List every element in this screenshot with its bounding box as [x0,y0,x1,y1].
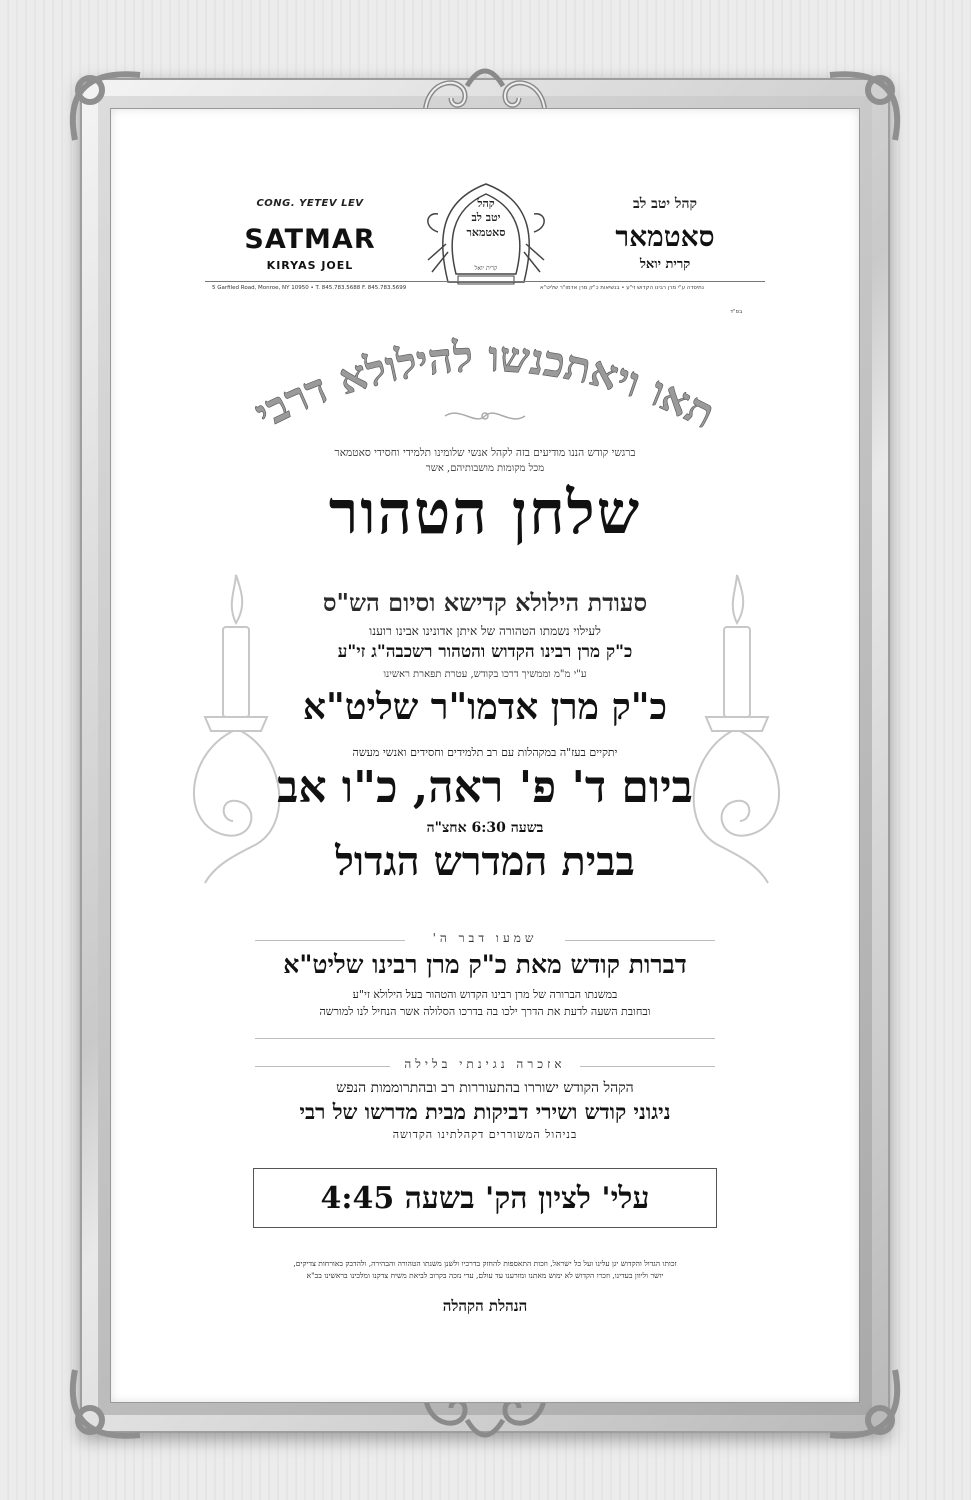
footer-fine-2: יושר וליוון בעדינו, וזכרו הקדוש לא ימוש מאתנו ומזרענו עד עולם, עדי נזכה בקרוב לביאת משיח צדקנו ומלכינו בראשינו בב"א [306,1271,664,1280]
header-he-place: קרית יואל [639,257,691,272]
emblem-text-2: יטב לב [471,211,501,224]
event-place: בבית המדרש הגדול [335,838,635,885]
flourish-divider [440,404,530,428]
emblem-text-1: קהל [477,197,495,210]
address-sep: • [310,285,316,291]
speech-rule-left [255,940,405,941]
gravesite-visit-box [253,1168,717,1228]
intro-line-2: מכל מקומות מושבותיהם, אשר [425,463,545,474]
songs-title: ניגוני קודש ושירי דביקות מבית מדרשו של רבי [299,1099,671,1124]
speech-rule-right [565,940,715,941]
event-date: ביום ד' פ' ראה, כ"ו אב [277,762,693,813]
bsd-mark: בס"ד [730,309,743,315]
header-he-subline: נתיסדה ע"י מרן רבינו הקדוש זי"ע • בנשיאות כ"ק מרן אדמו"ר שליט"א [540,285,704,291]
successor-line: ע"י מ"מ וממשיך דרכו בקודש, עטרת תפארת ראשינו [383,669,587,680]
phone-text: T. 845.783.5688 [315,285,361,291]
footer-signature: הנהלת הקהלה [442,1297,528,1315]
header-en-name: SATMAR [244,224,376,255]
header-en-top: CONG. YETEV LEV [256,198,364,209]
footer-fine-1: זכותו הגדול והקדוש יגן עלינו ועל כל ישראל, וזכות התאספות להחזק בדרכיו ולשנן משנתו הטהורה והבהירה, ולהדבק באורחות צדיקים, [293,1259,677,1268]
emblem-text-3: סאטמאר [466,226,506,239]
speech-title: דברות קודש מאת כ"ק מרן רבינו שליט"א [283,950,687,979]
arched-title-text: תאו ויאתכנשו להילולא דרבי [246,331,723,439]
subtitle: סעודת הילולא קדישא וסיום הש"ס [322,588,648,617]
header-he-top: קהל יטב לב [632,196,697,212]
event-time: בשעה 6:30 אחצ"ה [426,820,544,836]
speech-line-1: במשנתו הברורה של מרן רבינו הקדוש והטהור בעל הילולא זי"ע [352,988,618,1001]
address-text: 5 Garfiled Road, Monroe, NY 10950 [212,285,309,291]
held-line: יתקיים בעז"ה במקהלות עם רב תלמידים וחסידים ואנשי מעשה [352,746,618,759]
memorial-line: לעילוי נשמתו הטהורה של איתן אדונינו אבינו רוענו [369,624,601,638]
fax-text: F. 845.783.5699 [361,285,407,291]
songs-line-1: הקהל הקודש ישוררו בהתעוררות רב ובהתרוממות הנפש [336,1080,634,1096]
header-he-name: סאטמאר [615,220,715,253]
rebbe-line: כ"ק מרן רבינו הקדוש והטהור רשכבה"ג זי"ע [337,642,633,662]
emblem-text-4: קרית יואל [474,265,498,272]
songs-label: אזכרה נגינתי בלילה [404,1057,566,1071]
header-address [212,285,406,291]
speech-line-2: ובחובת השעה לדעת את הדרך ילכו בה בדרכו הסלולה אשר הנחיל לנו למורשה [319,1005,651,1018]
main-title: שלחן הטהור [328,478,642,548]
intro-line-1: ברגשי קודש הננו מודיעים בזה לקהל אנשי שלומינו תלמידי וחסידי סאטמאר [334,447,636,459]
songs-rule-right [580,1066,715,1067]
header-rule [205,281,765,282]
songs-rule-left [255,1066,390,1067]
songs-line-2: בניהול המשוררים דקהלתינו הקדושה [392,1128,578,1141]
admor-line: כ"ק מרן אדמו"ר שליט"א [302,686,668,728]
header-en-place: KIRYAS JOEL [266,259,354,272]
speech-label: שמעו דבר ה' [432,931,538,945]
songs-rule-top [255,1038,715,1039]
gravesite-visit-text: עלי' לציון הק' בשעה 4:45 [320,1180,650,1216]
